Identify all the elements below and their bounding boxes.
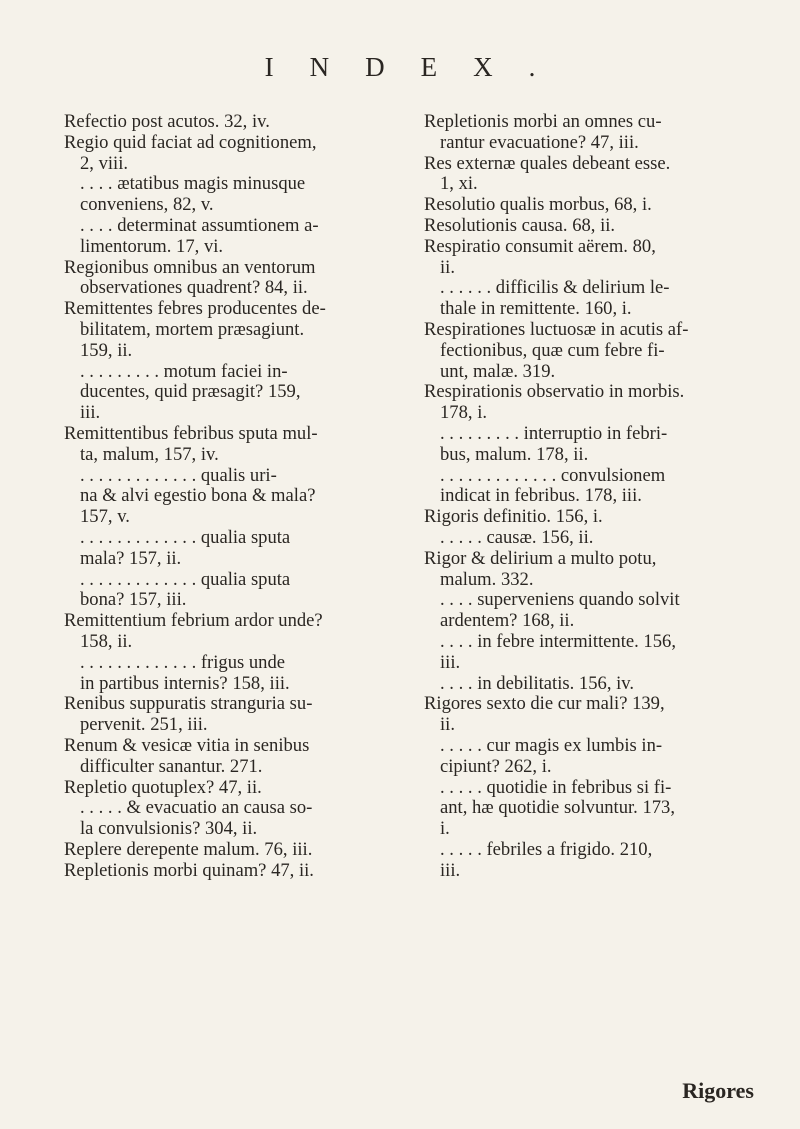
- index-entry-line: Resolutionis causa. 68, ii.: [424, 215, 616, 236]
- index-entry-line: Remittentes febres producentes de-: [64, 299, 326, 320]
- index-entry-line: . . . . . & evacuatio an causa so-: [80, 798, 313, 819]
- index-entry-line: ii.: [440, 257, 455, 278]
- index-entry-line: . . . . in febre intermittente. 156,: [440, 631, 676, 652]
- index-entry-line: Respiratio consumit aërem. 80,: [424, 236, 656, 257]
- index-entry-line: Remittentium febrium ardor unde?: [64, 611, 323, 632]
- index-entry-line: bus, malum. 178, ii.: [440, 444, 589, 465]
- index-entry-line: thale in remittente. 160, i.: [440, 299, 632, 320]
- catchword: Rigores: [682, 1078, 754, 1103]
- index-entry-line: Renibus suppuratis stranguria su-: [64, 694, 313, 715]
- index-entry-line: . . . . . . . . . . . . . qualia sputa: [80, 527, 291, 548]
- index-entry-line: Replere derepente malum. 76, iii.: [64, 839, 313, 860]
- index-entry-line: Regionibus omnibus an ventorum: [64, 257, 316, 278]
- index-entry-line: 1, xi.: [440, 174, 478, 195]
- index-entry-line: Respirationis observatio in morbis.: [424, 382, 685, 403]
- index-entry-line: malum. 332.: [440, 569, 534, 590]
- index-entry-line: ta, malum, 157, iv.: [80, 444, 219, 465]
- index-entry-line: 157, v.: [80, 507, 130, 528]
- index-entry-line: rantur evacuatione? 47, iii.: [440, 132, 639, 153]
- index-entry-line: Rigores sexto die cur mali? 139,: [424, 694, 665, 715]
- index-entry-line: 178, i.: [440, 403, 488, 424]
- index-entry-line: in partibus internis? 158, iii.: [80, 673, 290, 694]
- index-entry-line: Refectio post acutos. 32, iv.: [64, 112, 270, 132]
- index-entry-line: . . . . . cur magis ex lumbis in-: [440, 735, 663, 756]
- index-entry-line: Remittentibus febribus sputa mul-: [64, 423, 318, 444]
- index-entry-line: . . . . . . . . . interruptio in febri-: [440, 423, 668, 444]
- index-entry-line: . . . . . . . . . . . . . convulsionem: [440, 465, 666, 486]
- index-entry-line: pervenit. 251, iii.: [80, 715, 208, 736]
- index-entry-line: difficulter sanantur. 271.: [80, 756, 263, 777]
- index-entry-line: bilitatem, mortem præsagiunt.: [80, 319, 305, 340]
- index-entry-line: Repletio quotuplex? 47, ii.: [64, 777, 262, 798]
- index-entry-line: mala? 157, ii.: [80, 548, 182, 569]
- index-entry-line: Repletionis morbi an omnes cu-: [424, 112, 662, 132]
- index-entry-line: ant, hæ quotidie solvuntur. 173,: [440, 798, 675, 819]
- index-entry-line: Rigor & delirium a multo potu,: [424, 548, 657, 569]
- index-entry-line: 2, viii.: [80, 153, 129, 174]
- index-entry-line: . . . . ætatibus magis minusque: [80, 174, 306, 195]
- index-entry-line: 158, ii.: [80, 631, 133, 652]
- right-column: [424, 112, 770, 881]
- index-entry-line: . . . . . . . . . . . . . frigus unde: [80, 652, 286, 673]
- index-entry-line: . . . . . . difficilis & delirium le-: [440, 278, 670, 299]
- index-entry-line: conveniens, 82, v.: [80, 195, 214, 216]
- index-entry-line: observationes quadrent? 84, ii.: [80, 278, 308, 299]
- index-entry-line: fectionibus, quæ cum febre fi-: [440, 340, 665, 361]
- index-entry-line: iii.: [80, 403, 101, 424]
- index-entry-line: indicat in febribus. 178, iii.: [440, 486, 642, 507]
- index-entry-line: Renum & vesicæ vitia in senibus: [64, 735, 310, 756]
- index-entry-line: cipiunt? 262, i.: [440, 756, 552, 777]
- page-header: INDEX.: [264, 52, 572, 82]
- index-entry-line: la convulsionis? 304, ii.: [80, 819, 258, 840]
- index-entry-line: Res externæ quales debeant esse.: [424, 153, 671, 174]
- index-entry-line: na & alvi egestio bona & mala?: [80, 486, 316, 507]
- index-entry-line: ii.: [440, 715, 455, 736]
- index-entry-line: . . . . . . . . . . . . . qualis uri-: [80, 465, 277, 486]
- index-entry-line: . . . . superveniens quando solvit: [440, 590, 680, 611]
- index-entry-line: . . . . . . . . . . . . . qualia sputa: [80, 569, 291, 590]
- index-entry-line: . . . . . quotidie in febribus si fi-: [440, 777, 672, 798]
- index-entry-line: . . . . determinat assumtionem a-: [80, 215, 319, 236]
- index-entry-line: iii.: [440, 860, 461, 881]
- index-entry-line: Respirationes luctuosæ in acutis af-: [424, 319, 689, 340]
- left-column: [64, 112, 416, 881]
- index-entry-line: . . . . . . . . . motum faciei in-: [80, 361, 288, 382]
- index-entry-line: . . . . . causæ. 156, ii.: [440, 527, 594, 548]
- index-entry-line: 159, ii.: [80, 340, 133, 361]
- index-entry-line: ardentem? 168, ii.: [440, 611, 575, 632]
- index-entry-line: . . . . in debilitatis. 156, iv.: [440, 673, 635, 694]
- index-entry-line: limentorum. 17, vi.: [80, 236, 224, 257]
- index-entry-line: Repletionis morbi quinam? 47, ii.: [64, 860, 314, 881]
- index-entry-line: . . . . . febriles a frigido. 210,: [440, 839, 653, 860]
- index-entry-line: unt, malæ. 319.: [440, 361, 556, 382]
- index-entry-line: ducentes, quid præsagit? 159,: [80, 382, 301, 403]
- index-entry-line: Resolutio qualis morbus, 68, i.: [424, 195, 652, 216]
- index-entry-line: iii.: [440, 652, 461, 673]
- index-entry-line: Regio quid faciat ad cognitionem,: [64, 132, 317, 153]
- index-entry-line: bona? 157, iii.: [80, 590, 187, 611]
- index-entry-line: Rigoris definitio. 156, i.: [424, 507, 603, 528]
- index-entry-line: i.: [440, 819, 450, 840]
